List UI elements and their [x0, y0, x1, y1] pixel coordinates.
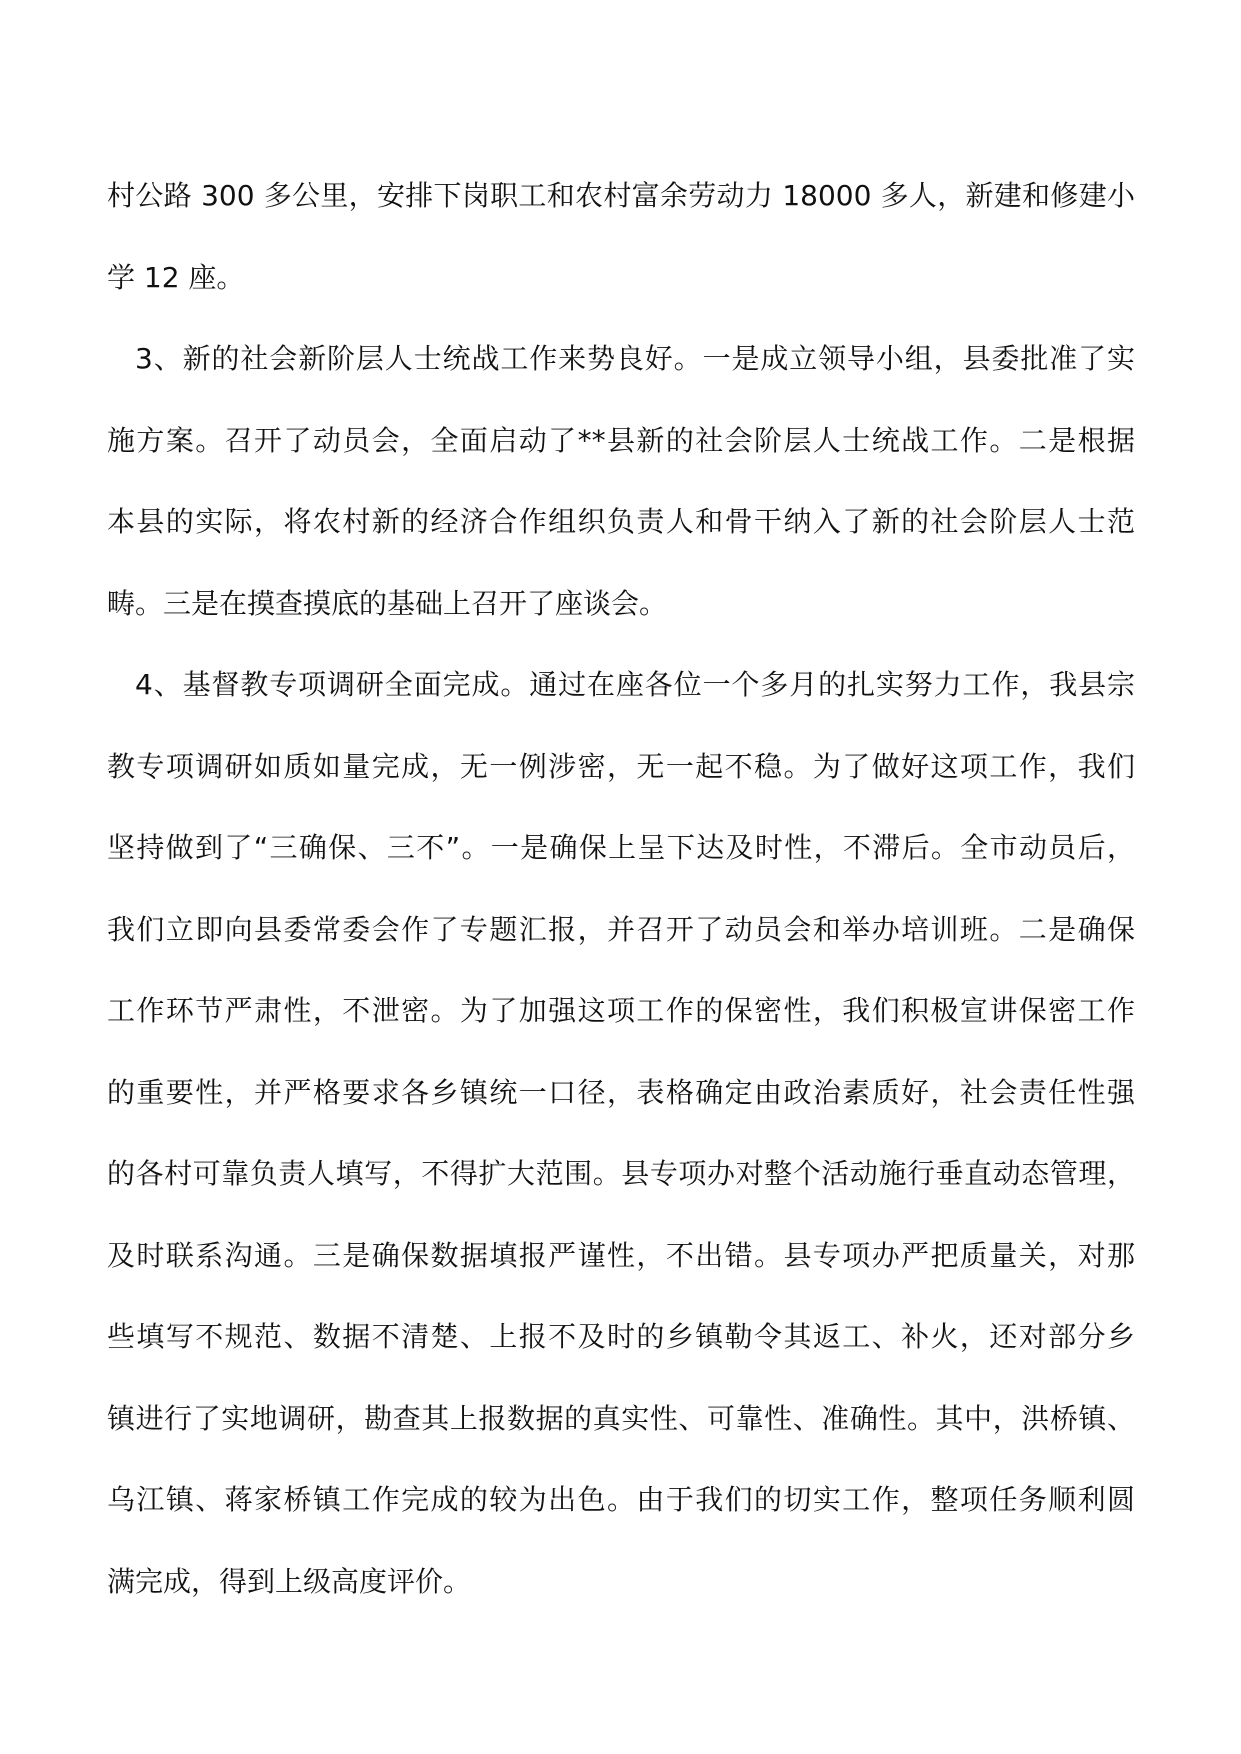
text-line: 教专项调研如质如量完成，无一例涉密，无一起不稳。为了做好这项工作，我们 — [107, 749, 1135, 783]
text-line: 学 12 座。 — [107, 260, 245, 294]
text-line: 的重要性，并严格要求各乡镇统一口径，表格确定由政治素质好，社会责任性强 — [107, 1075, 1135, 1109]
document-body — [107, 155, 1135, 1622]
text-line: 乌江镇、蒋家桥镇工作完成的较为出色。由于我们的切实工作，整项任务顺利圆 — [107, 1483, 1135, 1516]
text-line: 坚持做到了“三确保、三不”。一是确保上呈下达及时性，不滞后。全市动员后， — [107, 831, 1135, 864]
text-line: 本县的实际，将农村新的经济合作组织负责人和骨干纳入了新的社会阶层人士范 — [107, 505, 1135, 538]
text-line: 我们立即向县委常委会作了专题汇报，并召开了动员会和举办培训班。二是确保 — [107, 912, 1135, 946]
paragraph-start-line: 3、新的社会新阶层人士统战工作来势良好。一是成立领导小组，县委批准了实 — [135, 342, 1135, 375]
text-line: 些填写不规范、数据不清楚、上报不及时的乡镇勒令其返工、补火，还对部分乡 — [107, 1320, 1135, 1353]
text-line: 满完成，得到上级高度评价。 — [107, 1564, 472, 1598]
text-line: 的各村可靠负责人填写，不得扩大范围。县专项办对整个活动施行垂直动态管理， — [107, 1157, 1135, 1190]
text-line: 工作环节严肃性，不泄密。为了加强这项工作的保密性，我们积极宣讲保密工作 — [107, 994, 1135, 1027]
text-line: 畴。三是在摸查摸底的基础上召开了座谈会。 — [107, 586, 668, 620]
paragraph-start-line: 4、基督教专项调研全面完成。通过在座各位一个多月的扎实努力工作，我县宗 — [135, 668, 1135, 701]
text-line: 村公路 300 多公里，安排下岗职工和农村富余劳动力 18000 多人，新建和修建小 — [107, 179, 1135, 212]
text-line: 镇进行了实地调研，勘查其上报数据的真实性、可靠性、准确性。其中，洪桥镇、 — [107, 1401, 1135, 1435]
text-line: 施方案。召开了动员会，全面启动了**县新的社会阶层人士统战工作。二是根据 — [107, 423, 1135, 457]
text-line: 及时联系沟通。三是确保数据填报严谨性，不出错。县专项办严把质量关，对那 — [107, 1238, 1135, 1272]
